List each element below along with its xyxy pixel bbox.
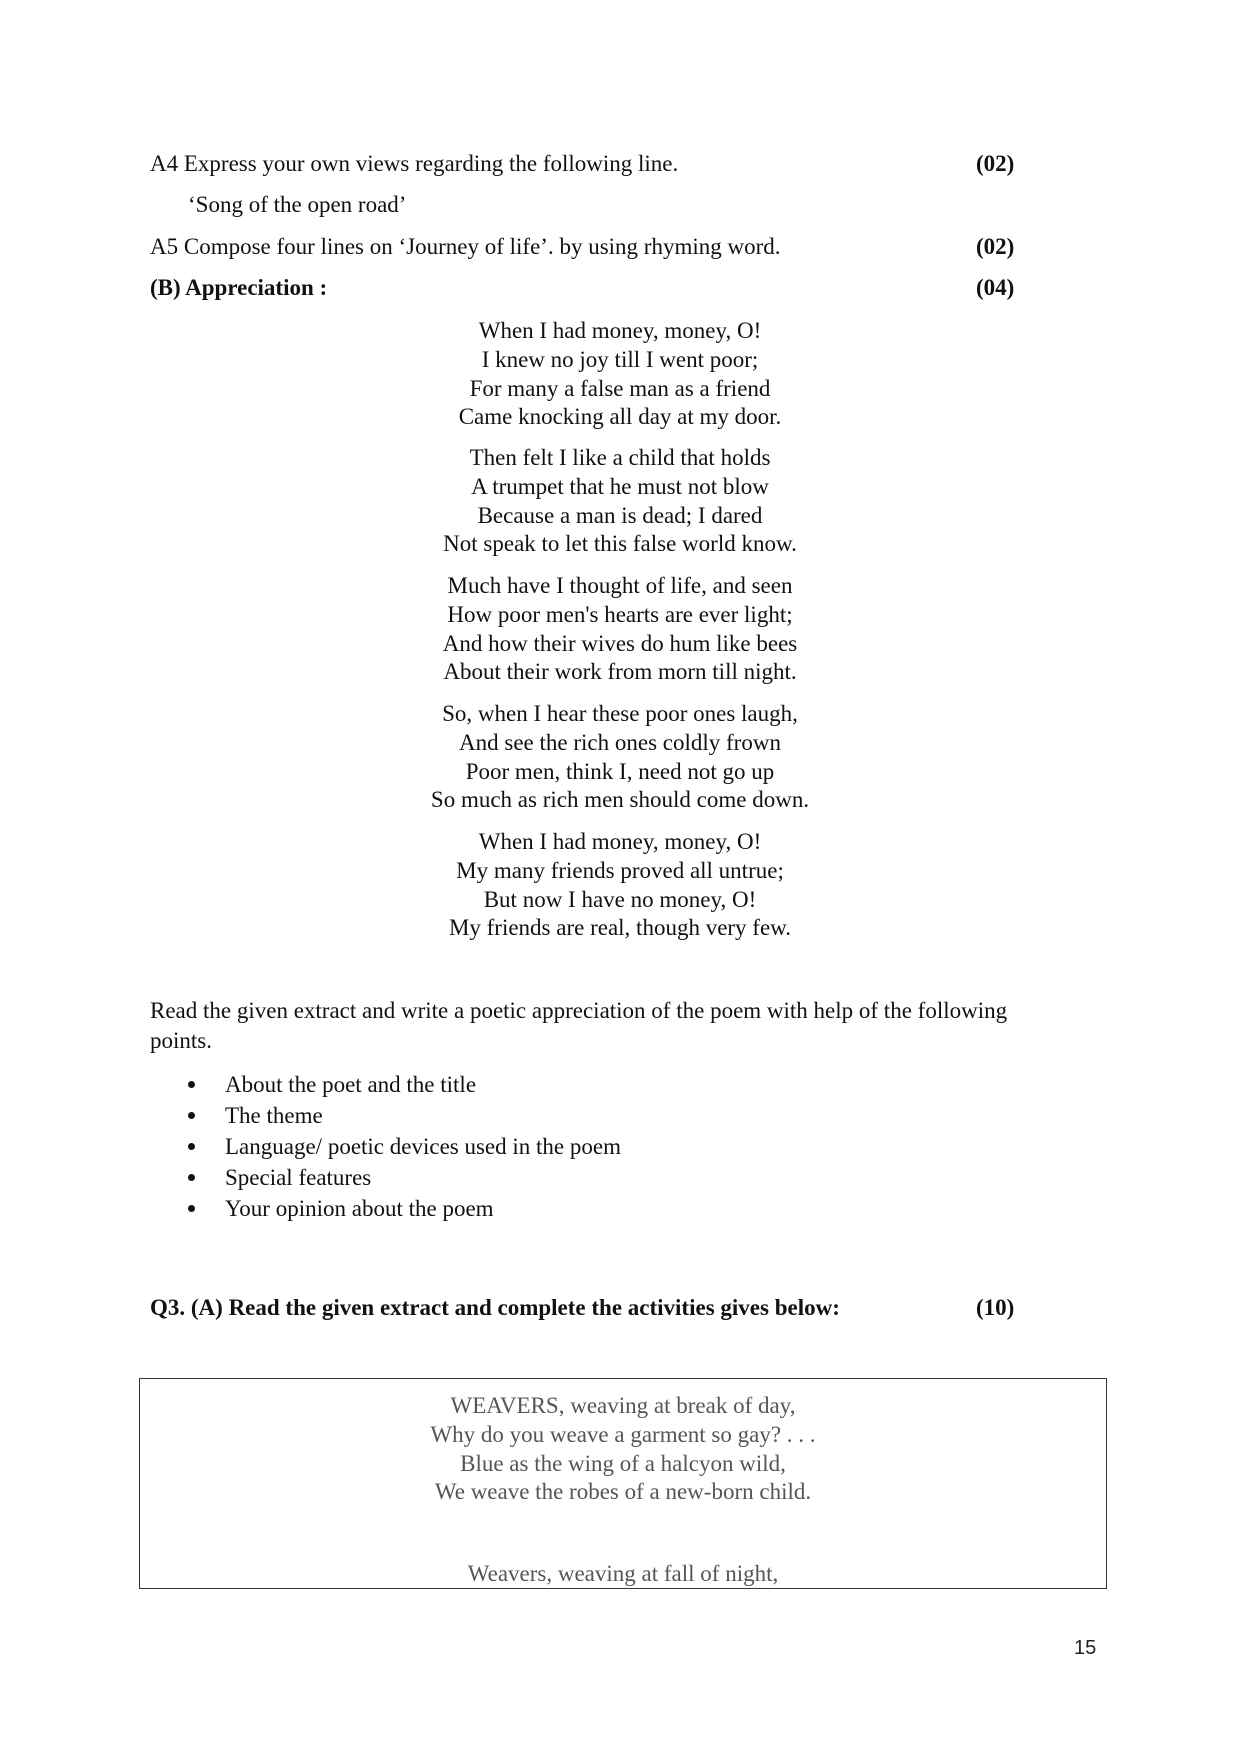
poem-line: Poor men, think I, need not go up <box>465 758 775 784</box>
poem-line: My many friends proved all untrue; <box>456 857 784 883</box>
poem-line: My friends are real, though very few. <box>448 915 792 941</box>
list-item <box>150 1100 621 1131</box>
list-item <box>150 1193 621 1224</box>
list-item <box>150 1162 621 1193</box>
point-text: Language/ poetic devices used in the poem <box>225 1134 621 1159</box>
marks-a5: (02) <box>976 234 1015 259</box>
point-text: Special features <box>225 1165 372 1190</box>
instruction-line-2: points. <box>150 1028 212 1053</box>
extract-line-cut: Weavers, weaving at fall of night, <box>467 1561 779 1586</box>
extract-stanza <box>140 1392 1106 1507</box>
poem-line: But now I have no money, O! <box>483 886 757 912</box>
list-item <box>150 1131 621 1162</box>
poem-line: And see the rich ones coldly frown <box>459 729 781 755</box>
extract-line: Blue as the wing of a halcyon wild, <box>460 1450 786 1476</box>
point-text: About the poet and the title <box>225 1072 477 1097</box>
appreciation-points <box>150 1069 621 1224</box>
poem-line: Came knocking all day at my door. <box>458 404 782 430</box>
extract-box <box>139 1378 1107 1589</box>
marks-section-b: (04) <box>976 275 1015 300</box>
poem-stanza-5 <box>350 828 890 943</box>
question-a4: A4 Express your own views regarding the following line. <box>150 151 679 176</box>
poem-line: About their work from morn till night. <box>443 659 797 685</box>
poem-line: So much as rich men should come down. <box>430 787 810 813</box>
instruction-line-1: Read the given extract and write a poetic appreciation of the poem with help of the following <box>150 998 1008 1023</box>
extract-line: WEAVERS, weaving at break of day, <box>450 1393 796 1418</box>
page-number: 15 <box>1074 1637 1097 1659</box>
poem-stanza-2 <box>350 444 890 559</box>
poem-stanza-3 <box>350 572 890 687</box>
question-a5: A5 Compose four lines on ‘Journey of life’. by using rhyming word. <box>150 234 781 259</box>
quote-a4: ‘Song of the open road’ <box>188 192 407 217</box>
bullet-icon <box>188 1205 195 1212</box>
poem-line: A trumpet that he must not blow <box>471 473 769 499</box>
bullet-icon <box>188 1081 195 1088</box>
poem-line: For many a false man as a friend <box>469 375 771 401</box>
poem-line: So, when I hear these poor ones laugh, <box>442 701 798 726</box>
poem-line: Not speak to let this false world know. <box>443 531 797 557</box>
poem-line: When I had money, money, O! <box>478 829 762 854</box>
section-b-heading: (B) Appreciation : <box>150 275 328 300</box>
poem-stanza-4 <box>350 700 890 815</box>
poem-line: How poor men's hearts are ever light; <box>447 601 793 627</box>
poem-line: I knew no joy till I went poor; <box>481 346 759 372</box>
extract-line: We weave the robes of a new-born child. <box>434 1479 812 1505</box>
question-3-heading: Q3. (A) Read the given extract and complete the activities gives below: <box>150 1295 840 1320</box>
marks-q3: (10) <box>976 1295 1015 1320</box>
poem-line: Then felt I like a child that holds <box>469 445 771 470</box>
poem-stanza-1 <box>350 317 890 432</box>
list-item <box>150 1069 621 1100</box>
poem-line: When I had money, money, O! <box>478 318 762 343</box>
marks-a4: (02) <box>976 151 1015 176</box>
point-text: Your opinion about the poem <box>225 1196 494 1221</box>
poem-line: And how their wives do hum like bees <box>442 630 798 656</box>
extract-line: Why do you weave a garment so gay? . . . <box>430 1421 816 1447</box>
bullet-icon <box>188 1143 195 1150</box>
bullet-icon <box>188 1112 195 1119</box>
poem-line: Much have I thought of life, and seen <box>447 573 793 598</box>
appreciation-instruction <box>150 996 1100 1056</box>
poem-line: Because a man is dead; I dared <box>477 502 763 528</box>
point-text: The theme <box>225 1103 323 1128</box>
bullet-icon <box>188 1174 195 1181</box>
